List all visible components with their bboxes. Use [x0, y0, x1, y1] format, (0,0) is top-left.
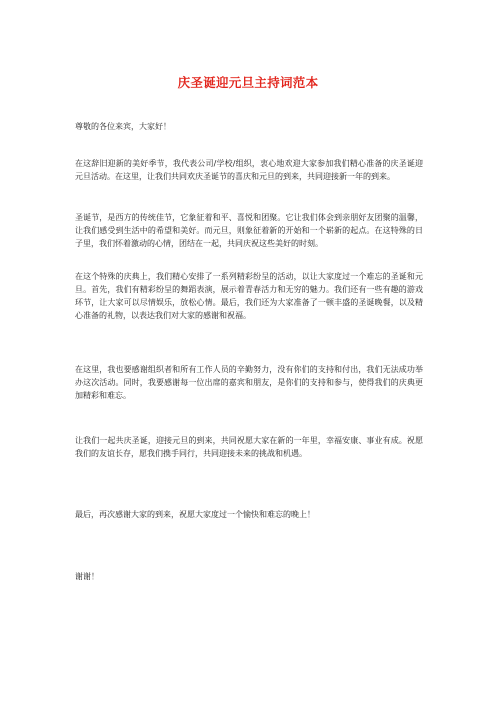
greeting-paragraph: 尊敬的各位来宾，大家好！	[75, 122, 171, 131]
document-title: 庆圣诞迎元旦主持词范本	[177, 75, 319, 90]
wishes-paragraph: 让我们一起共庆圣诞，迎接元旦的到来，共同祝愿大家在新的一年里，幸福安康、事业有成。祝愿我们的友谊长存，愿我们携手同行，共同迎接未来的挑战和机遇。	[75, 436, 423, 458]
closing-paragraph: 最后，再次感谢大家的到来，祝愿大家度过一个愉快和难忘的晚上！	[75, 510, 315, 519]
activities-paragraph: 在这个特殊的庆典上，我们精心安排了一系列精彩纷呈的活动，以让大家度过一个难忘的圣诞和元旦。首先，我们有精彩纷呈的舞蹈表演，展示着青春活力和无穷的魅力。我们还有一些有趣的游戏环节，让大家可以尽情娱乐，放松心情。最后，我们还为大家准备了一顿丰盛的圣诞晚餐，以及精心准备的礼物，以表达我们对大家的感谢和祝福。	[75, 272, 423, 320]
thank-you-paragraph: 谢谢！	[75, 572, 99, 581]
welcome-paragraph: 在这辞旧迎新的美好季节，我代表公司/学校/组织，衷心地欢迎大家参加我们精心准备的庆圣诞迎元旦活动。在这里，让我们共同欢庆圣诞节的喜庆和元旦的到来，共同迎接新一年的到来。	[75, 159, 423, 181]
thanks-paragraph: 在这里，我也要感谢组织者和所有工作人员的辛勤努力，没有你们的支持和付出，我们无法成功举办这次活动。同时，我要感谢每一位出席的嘉宾和朋友，是你们的支持和参与，使得我们的庆典更加精彩和难忘。	[75, 365, 423, 400]
holiday-meaning-paragraph: 圣诞节，是西方的传统佳节，它象征着和平、喜悦和团聚。它让我们体会到亲朋好友团聚的温馨，让我们感受到生活中的希望和美好。而元旦，则象征着新的开始和一个崭新的起点。在这特殊的日子里，我们怀着激动的心情，团结在一起，共同庆祝这些美好的时刻。	[75, 213, 423, 248]
